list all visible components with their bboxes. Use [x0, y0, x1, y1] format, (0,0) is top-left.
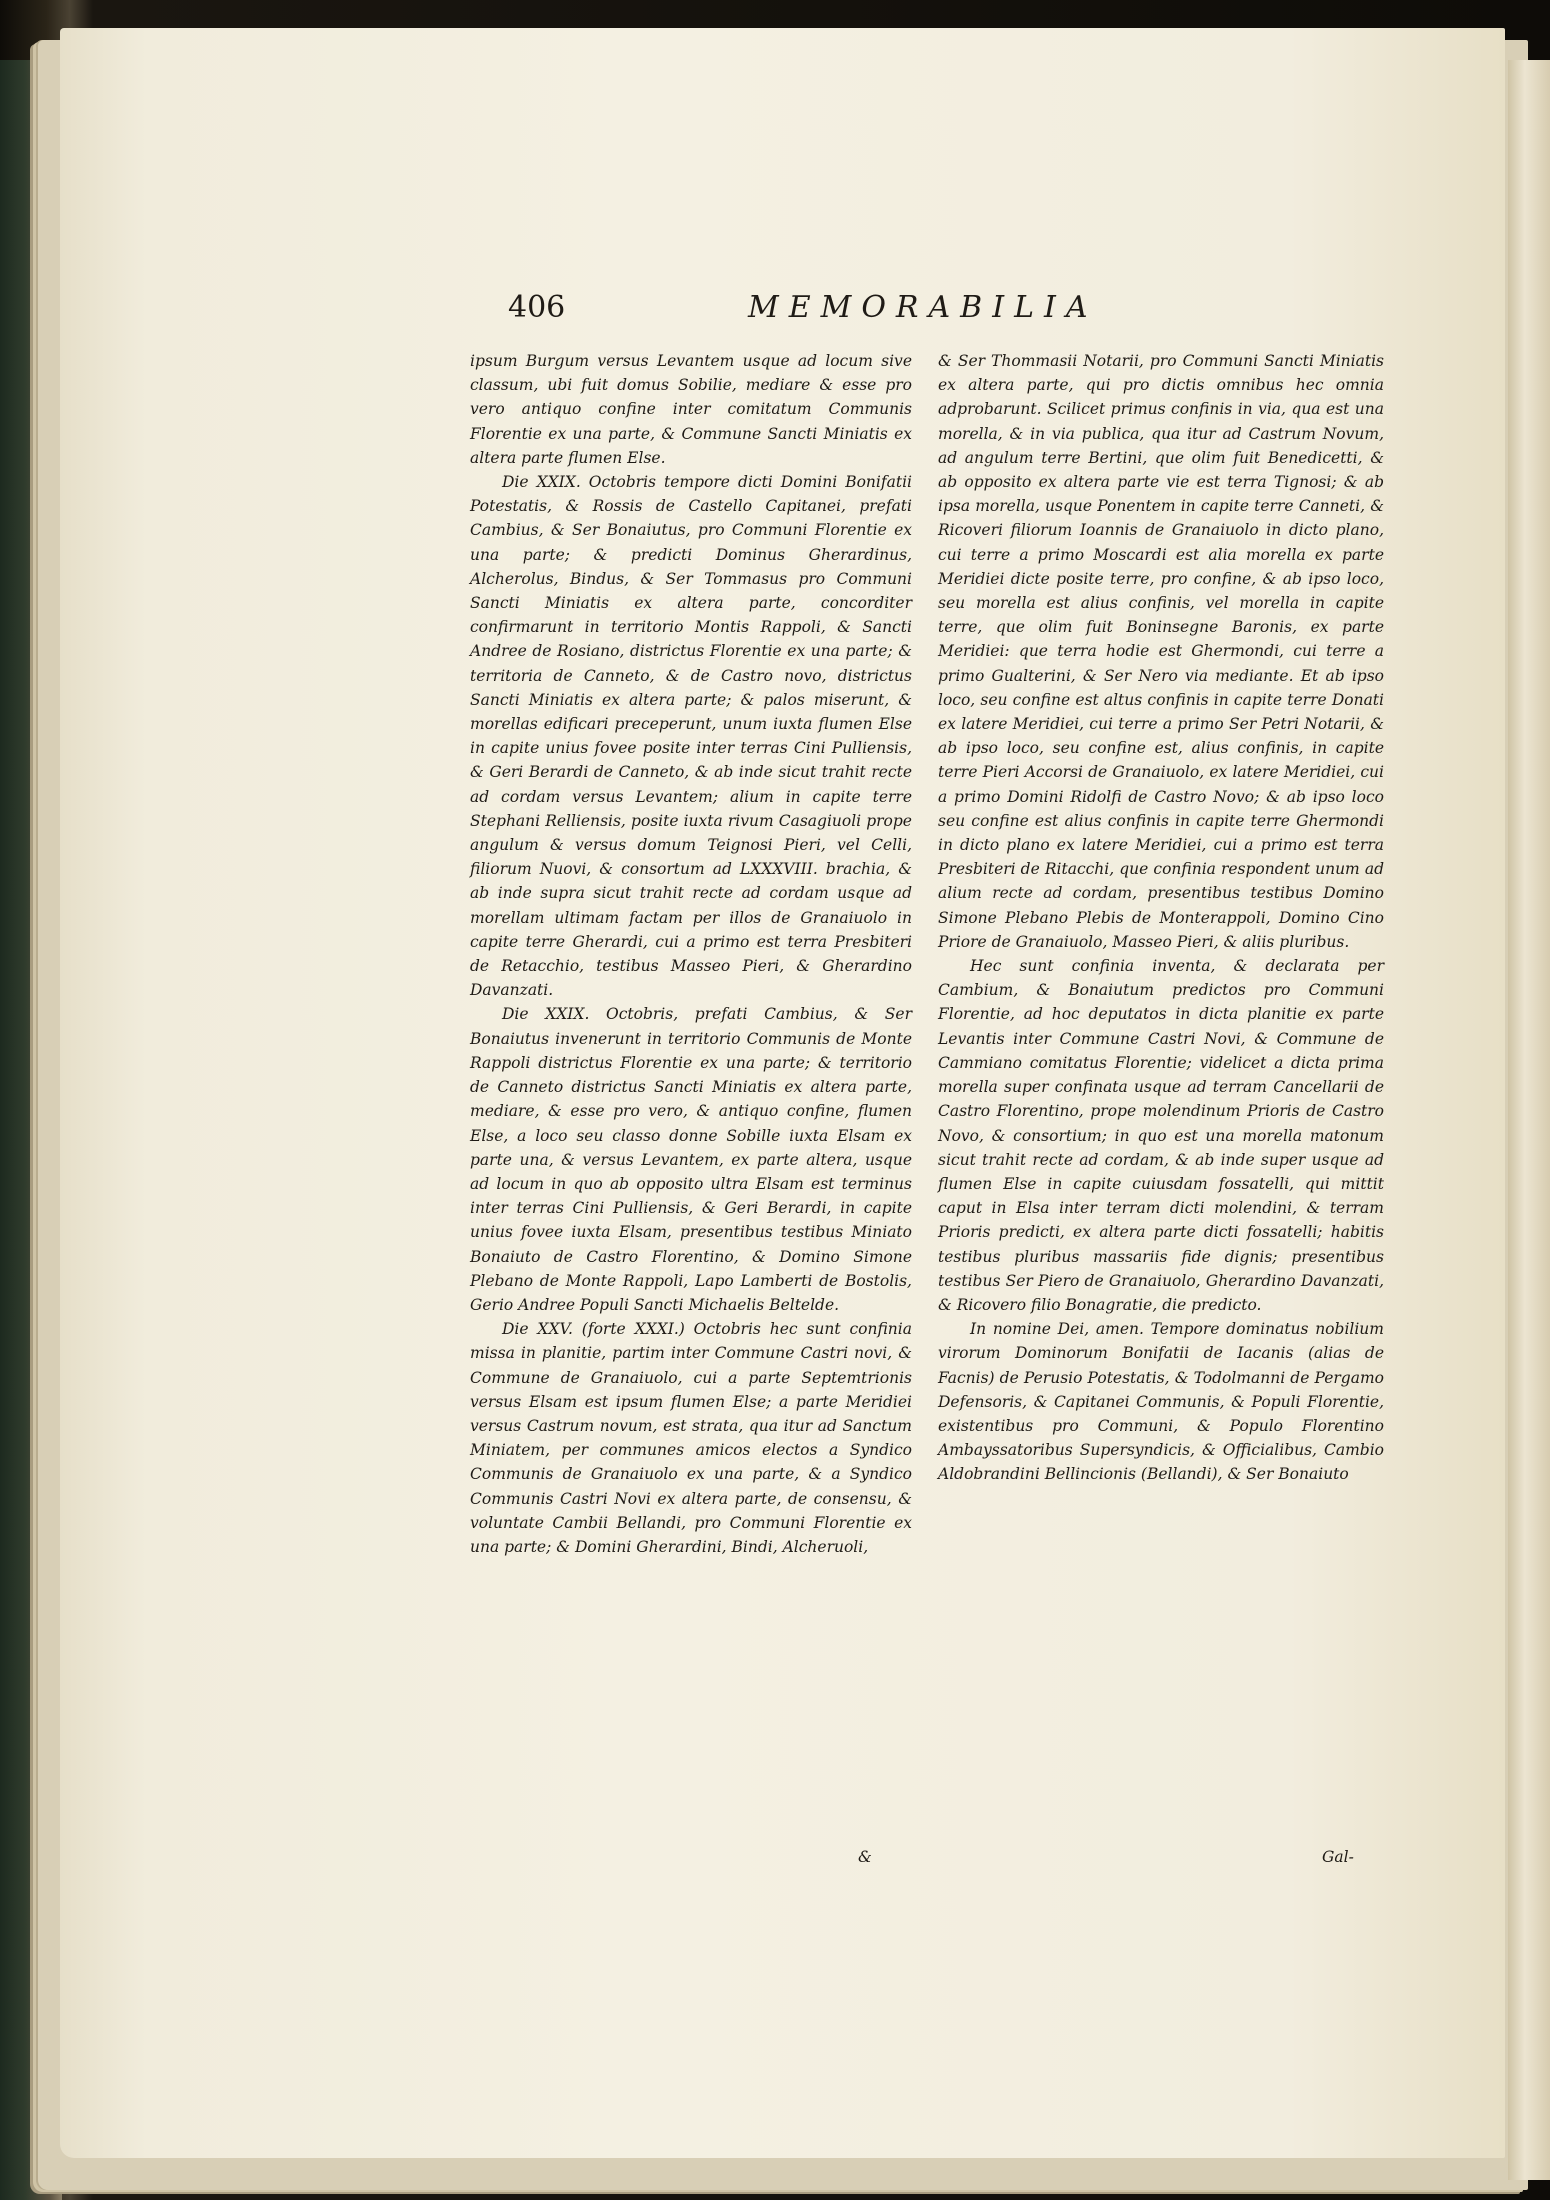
- paragraph: Die XXIX. Octobris tempore dicti Domini Bonifatii Potestatis, & Rossis de Castello Capitanei, prefati Cambius, & Ser Bonaiutus, pro Communi Florentie ex una parte; & predicti Dominus Gherardinus, Alcherolus, Bindus, & Ser Tommasus pro Communi Sancti Miniatis ex altera parte, concorditer confirmarunt in territorio Montis Rappoli, & Sancti Andree de Rosiano, districtus Florentie ex una parte; & territoria de Canneto, & de Castro novo, districtus Sancti Miniatis ex altera parte; & palos miserunt, & morellas edificari preceperunt, unum iuxta flumen Else in capite unius fovee posite inter terras Cini Pulliensis, & Geri Berardi de Canneto, & ab inde sicut trahit recte ad cordam versus Levantem; alium in capite terre Stephani Relliensis, posite iuxta rivum Casagiuoli prope angulum & versus domum Teignosi Pieri, vel Celli, filiorum Nuovi, & consortum ad LXXXVIII. brachia, & ab inde supra sicut trahit recte ad cordam usque ad morellam ultimam factam per illos de Granaiuolo in capite terre Gherardi, cui a primo est terra Presbiteri de Retacchio, testibus Masseo Pieri, & Gherardino Davanzati.: [470, 473, 912, 1000]
- page-number: 406: [508, 290, 566, 325]
- page-header: [508, 290, 1228, 338]
- paragraph: & Ser Thommasii Notarii, pro Communi Sancti Miniatis ex altera parte, qui pro dictis omnibus hec omnia adprobarunt. Scilicet primus confinis in via, qua est una morella, & in via publica, qua itur ad Castrum Novum, ad angulum terre Bertini, que olim fuit Benedicetti, & ab opposito ex altera parte vie est terra Tignosi; & ab ipsa morella, usque Ponentem in capite terre Canneti, & Ricoveri filiorum Ioannis de Granaiuolo in dicto plano, cui terre a primo Moscardi est alia morella ex parte Meridiei dicte posite terre, pro confine, & ab ipso loco, seu morella est alius confinis, vel morella in capite terre, que olim fuit Boninsegne Baronis, ex parte Meridiei: que terra hodie est Ghermondi, cui terre a primo Gualterini, & Ser Nero via mediante. Et ab ipso loco, seu confine est altus confinis in capite terre Donati ex latere Meridiei, cui terre a primo Ser Petri Notarii, & ab ipso loco, seu confine est, alius confinis, in capite terre Pieri Accorsi de Granaiuolo, ex latere Meridiei, cui a primo Domini Ridolfi de Castro Novo; & ab ipso loco seu confine est alius confinis in capite terre Ghermondi in dicto plano ex latere Meridiei, cui a primo est terra Presbiteri de Ritacchi, que confinia respondent unum ad alium recte ad cordam, presentibus testibus Domino Simone Plebano Plebis de Monterappoli, Domino Cino Priore de Granaiuolo, Masseo Pieri, & aliis pluribus.: [938, 352, 1384, 951]
- catchword-right: Gal-: [1322, 1848, 1354, 1866]
- facing-page-edge: [1508, 60, 1550, 2180]
- paragraph: ipsum Burgum versus Levantem usque ad locum sive classum, ubi fuit domus Sobilie, mediare & esse pro vero antiquo confine inter comitatum Communis Florentie ex una parte, & Commune Sancti Miniatis ex altera parte flumen Else.: [470, 352, 912, 467]
- paragraph: Die XXV. (forte XXXI.) Octobris hec sunt confinia missa in planitie, partim inter Commune Castri novi, & Commune de Granaiuolo, cui a parte Septemtrionis versus Elsam est ipsum flumen Else; a parte Meridiei versus Castrum novum, est strata, qua itur ad Sanctum Miniatem, per communes amicos electos a Syndico Communis de Granaiuolo ex una parte, & a Syndico Communis Castri Novi ex altera parte, de consensu, & voluntate Cambii Bellandi, pro Communi Florentie ex una parte; & Domini Gherardini, Bindi, Alcheruoli,: [470, 1320, 912, 1556]
- paragraph: Hec sunt confinia inventa, & declarata per Cambium, & Bonaiutum predictos pro Communi Florentie, ad hoc deputatos in dicta planitie ex parte Levantis inter Commune Castri Novi, & Commune de Cammiano comitatus Florentie; videlicet a dicta prima morella super confinata usque ad terram Cancellarii de Castro Florentino, prope molendinum Prioris de Castro Novo, & consortium; in quo est una morella matonum sicut trahit recte ad cordam, & ab inde super usque ad flumen Else in capite cuiusdam fossatelli, qui mittit caput in Elsa inter terram dicti molendini, & terram Prioris predicti, ex altera parte dicti fossatelli; habitis testibus pluribus massariis fide dignis; presentibus testibus Ser Piero de Granaiuolo, Gherardino Davanzati, & Ricovero filio Bonagratie, die predicto.: [938, 957, 1384, 1314]
- catchword-left: &: [858, 1848, 872, 1866]
- right-text-column: [938, 349, 1384, 1487]
- running-title: MEMORABILIA: [748, 290, 1098, 325]
- paragraph: In nomine Dei, amen. Tempore dominatus nobilium virorum Dominorum Bonifatii de Iacanis (alias de Facnis) de Perusio Potestatis, & Todolmanni de Pergamo Defensoris, & Capitanei Communis, & Populi Florentie, existentibus pro Communi, & Populo Florentino Ambayssatoribus Supersyndicis, & Officialibus, Cambio Aldobrandini Bellincionis (Bellandi), & Ser Bonaiuto: [938, 1320, 1384, 1484]
- paragraph: Die XXIX. Octobris, prefati Cambius, & Ser Bonaiutus invenerunt in territorio Communis de Monte Rappoli districtus Florentie ex una parte; & territorio de Canneto districtus Sancti Miniatis ex altera parte, mediare, & esse pro vero, & antiquo confine, flumen Else, a loco seu classo donne Sobille iuxta Elsam ex parte una, & versus Levantem, ex parte altera, usque ad locum in quo ab opposito ultra Elsam est terminus inter terras Cini Pulliensis, & Geri Berardi, in capite unius fovee iuxta Elsam, presentibus testibus Miniato Bonaiuto de Castro Florentino, & Domino Simone Plebano de Monte Rappoli, Lapo Lamberti de Bostolis, Gerio Andree Populi Sancti Michaelis Beltelde.: [470, 1005, 912, 1314]
- left-text-column: [470, 349, 912, 1559]
